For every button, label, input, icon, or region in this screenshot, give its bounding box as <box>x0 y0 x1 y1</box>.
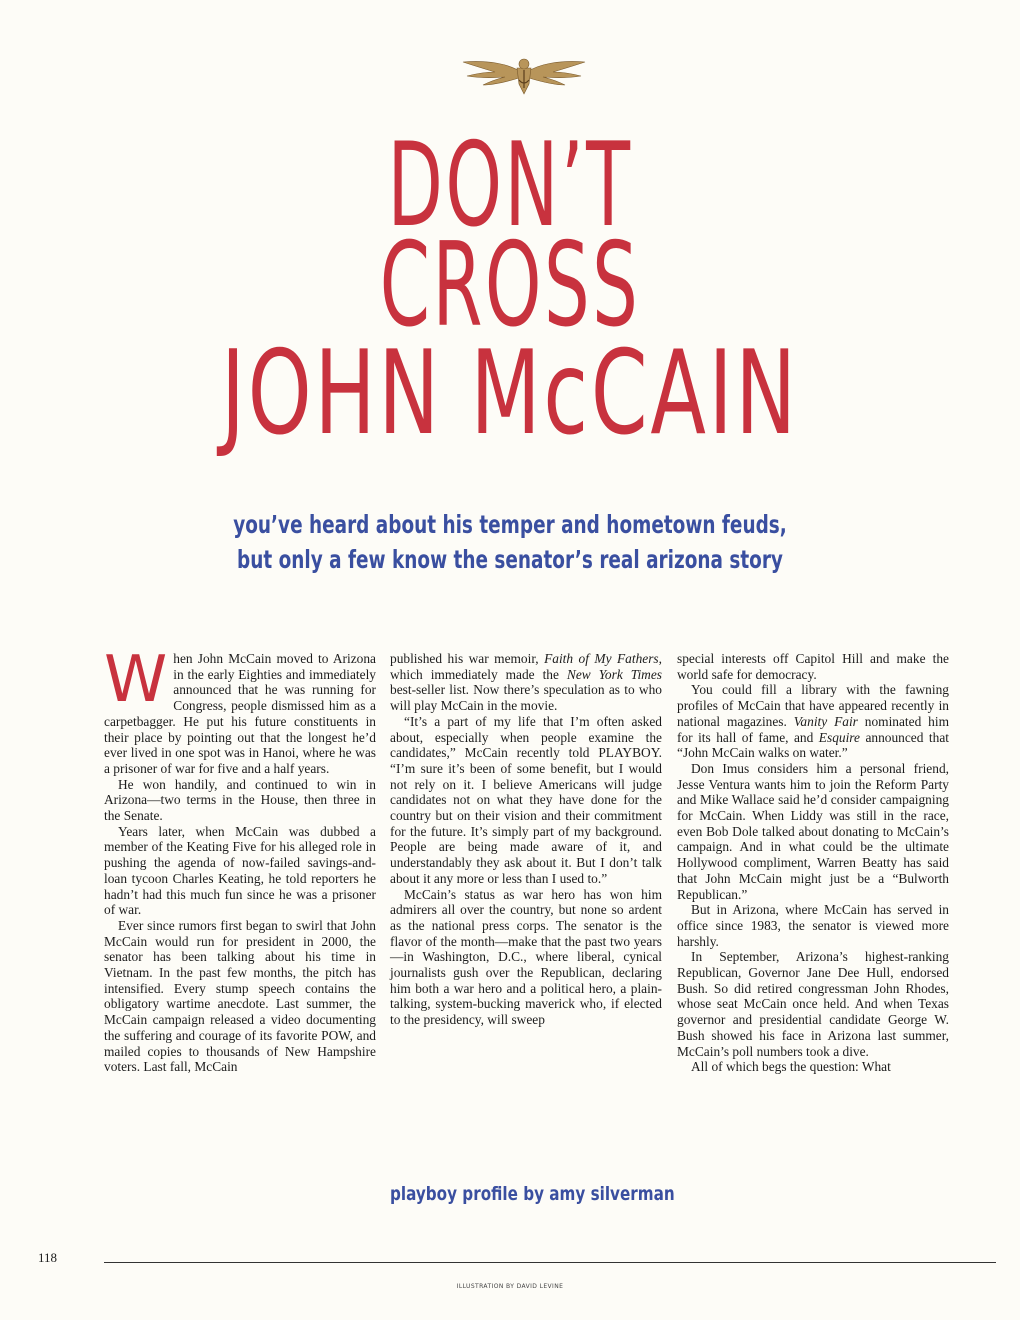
footer-rule <box>104 1262 996 1263</box>
paragraph: Years later, when McCain was dubbed a member of the Keating Five for his alleged role in pushing the agenda of now-failed savings-and-loan tycoon Charles Keating, he told reporters he hadn’t had this much fun since he was a prisoner of war. <box>104 823 376 918</box>
paragraph: You could fill a library with the fawning profiles of McCain that have appeared recently in national magazines. Vanity Fair nominated him for its hall of fame, and Esquire announced that “John McCain walks on water.” <box>677 682 949 761</box>
paragraph: He won handily, and continued to win in Arizona—two terms in the House, then three in the Senate. <box>104 776 376 824</box>
paragraph: When John McCain moved to Arizona in the early Eighties and immediately announced that he was running for Congress, people dismissed him as a carpetbagger. He put his future constituents in their place by pointing out that the longest he’d ever lived in one spot was in Hanoi, where he was a prisoner of war for five and a half years. <box>104 643 376 776</box>
paragraph: But in Arizona, where McCain has served in office since 1983, the senator is viewed more harshly. <box>677 902 949 949</box>
paragraph: “It’s a part of my life that I’m often asked about, especially when people examine the candidates,” McCain recently told PLAYBOY. “I’m sure it’s been of some benefit, but I would not rely on it. I believe Americans will judge candidates not on what they have done for the country but on their vision and their commitment for the future. It’s simply part of my background. People are being made aware of it, and understandably they ask about it. But I don’t talk about it any more or less than I used to.” <box>390 713 662 886</box>
paragraph: special interests off Capitol Hill and make the world safe for democracy. <box>677 651 949 682</box>
byline: playboy profile by amy silverman <box>390 1183 675 1205</box>
headline-line-1: DON’T <box>387 118 633 253</box>
paragraph: McCain’s status as war hero has won him admirers all over the country, but none so ardent as the national press corps. The senator is the flavor of the month—make that the past two years—in Washington, D.C., where liberal, cynical journalists gush over the Republican, declaring him both a war hero and a political hero, a plain-talking, system-bucking maverick who, if elected to the presidency, will sweep <box>390 886 662 1028</box>
wings-emblem-icon <box>461 50 587 104</box>
article-column-2 <box>390 651 662 1028</box>
article-column-3 <box>677 651 949 1075</box>
page-number: 118 <box>38 1250 58 1265</box>
headline-line-3: JOHN McCAIN <box>221 326 799 461</box>
article-column-1 <box>104 643 376 1075</box>
illustration-credit: ILLUSTRATION BY DAVID LEVINE <box>456 1283 564 1290</box>
headline-line-2: CROSS <box>379 218 641 353</box>
paragraph: In September, Arizona’s highest-ranking Republican, Governor Jane Dee Hull, endorsed Bush. So did retired congressman John Rhodes, whose seat McCain once held. And when Texas governor and presidential candidate George W. Bush showed his face in Arizona last summer, McCain’s poll numbers took a dive. <box>677 949 949 1059</box>
paragraph: All of which begs the question: What <box>691 1059 891 1075</box>
drop-cap: W <box>104 643 168 717</box>
deck-line-1: you’ve heard about his temper and hometown feuds, <box>233 510 787 539</box>
deck-line-2: but only a few know the senator’s real arizona story <box>237 545 783 574</box>
paragraph: Don Imus considers him a personal friend, Jesse Ventura wants him to join the Reform Party and Mike Wallace said he’d consider campaigning for McCain. When Liddy was still in the race, even Bob Dole talked about donating to McCain’s campaign. And in what could be the ultimate Hollywood compliment, Warren Beatty has said that John McCain might just be a “Bulworth Republican.” <box>677 760 949 902</box>
paragraph: published his war memoir, Faith of My Fathers, which immediately made the New York Times best-seller list. Now there’s speculation as to who will play McCain in the movie. <box>390 651 662 714</box>
paragraph: Ever since rumors first began to swirl that John McCain would run for president in 2000, the senator has been talking about his time in Vietnam. In the past few months, the pitch has intensified. Every stump speech contains the obligatory wartime anecdote. Last summer, the McCain campaign released a video documenting the suffering and courage of its favorite POW, and mailed copies to thousands of New Hampshire voters. Last fall, McCain <box>104 917 376 1075</box>
